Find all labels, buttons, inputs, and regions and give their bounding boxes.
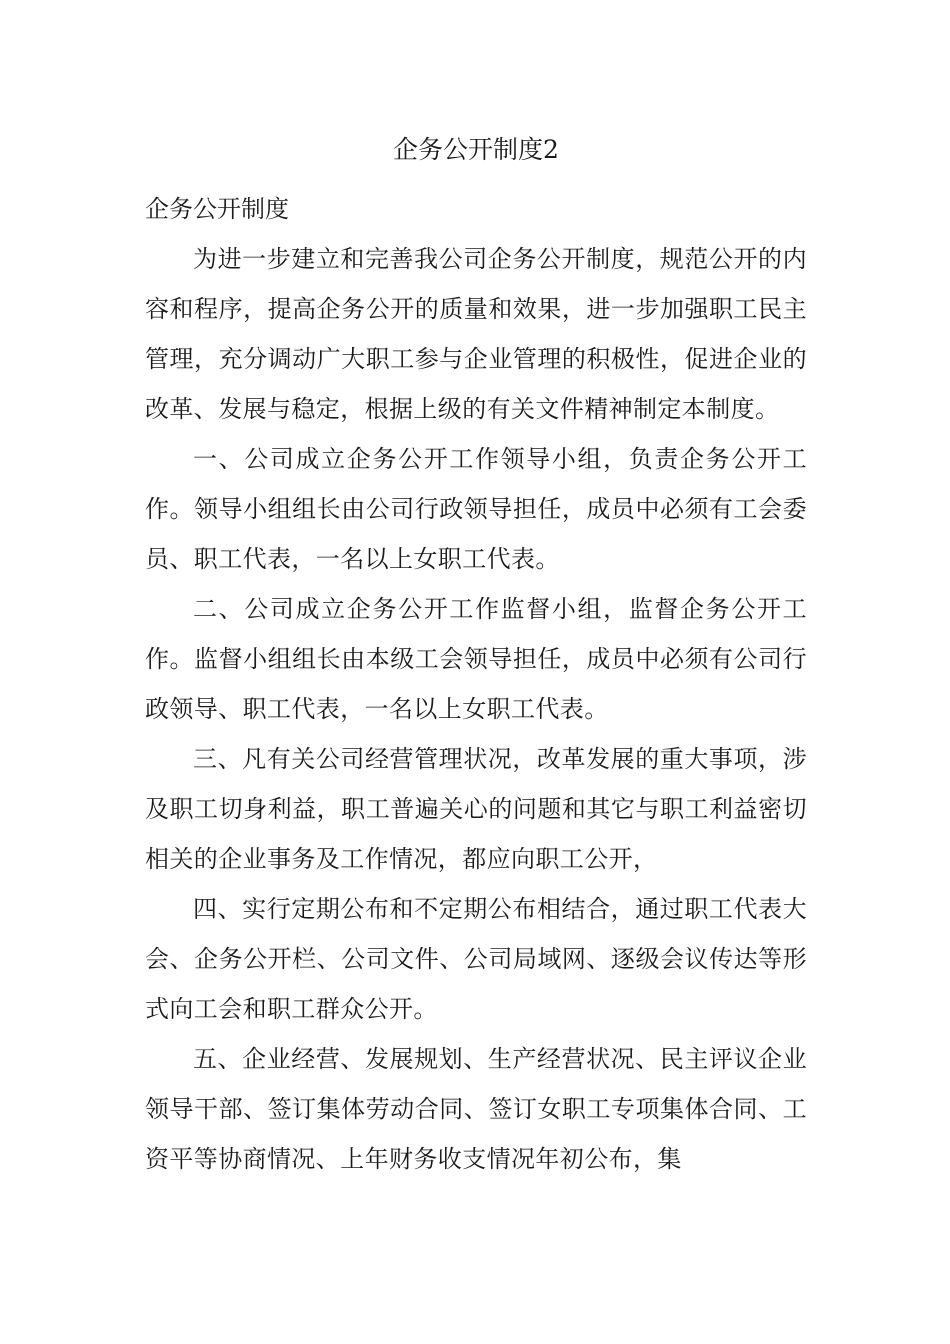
document-title: 企务公开制度2 [393, 135, 559, 164]
document-page [145, 128, 807, 1184]
paragraph-clause-1: 一、公司成立企务公开工作领导小组，负责企务公开工作。领导小组组长由公司行政领导担任，成员中必须有工会委员、职工代表，一名以上女职工代表。 [145, 445, 807, 573]
paragraph-clause-5: 五、企业经营、发展规划、生产经营状况、民主评议企业领导干部、签订集体劳动合同、签订女职工专项集体合同、工资平等协商情况、上年财务收支情况年初公布，集 [145, 1045, 807, 1173]
paragraph-clause-2: 二、公司成立企务公开工作监督小组，监督企务公开工作。监督小组组长由本级工会领导担任，成员中必须有公司行政领导、职工代表，一名以上女职工代表。 [145, 595, 807, 723]
paragraph-clause-4: 四、实行定期公布和不定期公布相结合，通过职工代表大会、企务公开栏、公司文件、公司局域网、逐级会议传达等形式向工会和职工群众公开。 [145, 895, 807, 1023]
paragraph-clause-3: 三、凡有关公司经营管理状况，改革发展的重大事项，涉及职工切身利益，职工普遍关心的问题和其它与职工利益密切相关的企业事务及工作情况，都应向职工公开， [145, 745, 807, 873]
paragraph-intro: 为进一步建立和完善我公司企务公开制度，规范公开的内容和程序，提高企务公开的质量和效果，进一步加强职工民主管理，充分调动广大职工参与企业管理的积极性，促进企业的改革、发展与稳定，根据上级的有关文件精神制定本制度。 [145, 245, 807, 423]
document-subtitle: 企务公开制度 [145, 195, 289, 223]
